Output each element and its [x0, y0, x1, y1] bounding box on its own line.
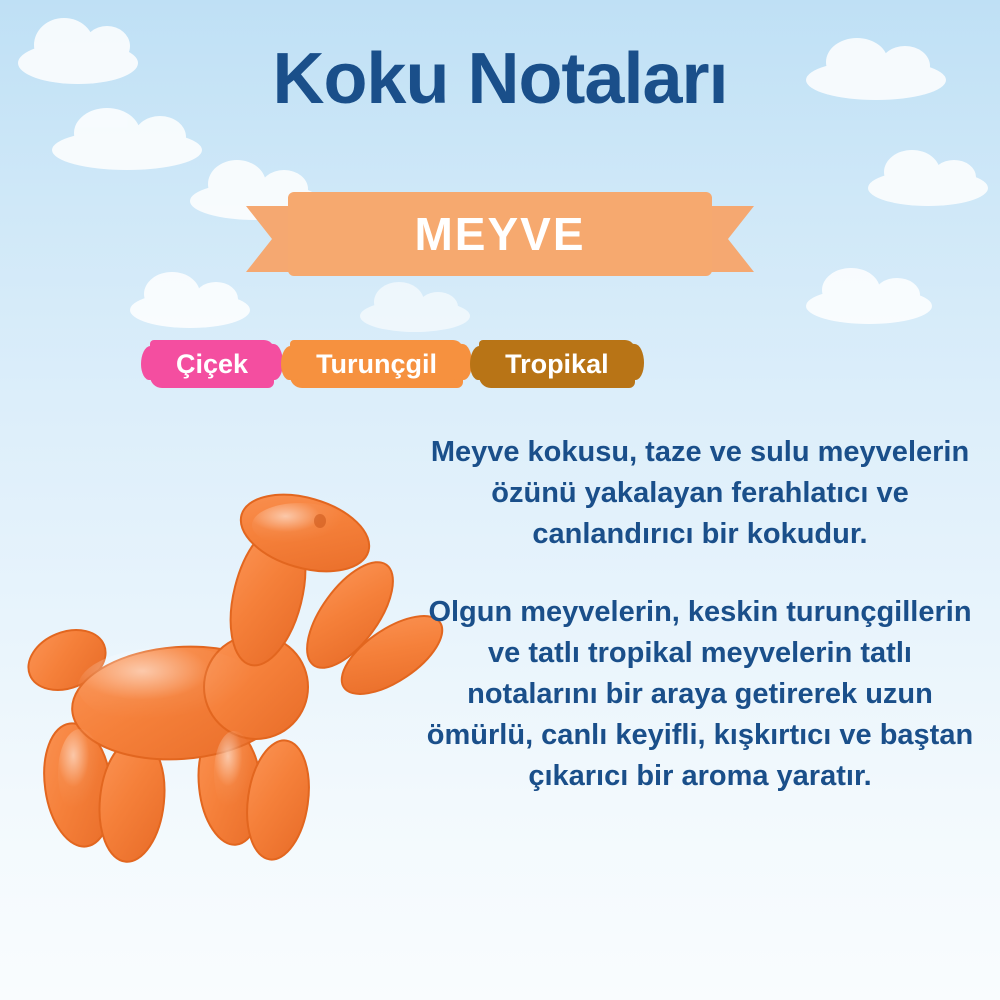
note-tag-tropikal [479, 340, 635, 388]
note-tag-label: Turunçgil [316, 348, 438, 379]
note-tag-label: Çiçek [176, 348, 249, 379]
category-banner [246, 192, 754, 284]
page-title: Koku Notaları [272, 39, 728, 119]
banner-label: MEYVE [414, 208, 586, 260]
description-paragraph-1: Meyve kokusu, taze ve sulu meyvelerin özünü yakalayan ferahlatıcı ve canlandırıcı bir kokudur. [430, 436, 970, 551]
note-tag-list [150, 340, 870, 388]
description-paragraph-2: Olgun meyvelerin, keskin turunçgillerin ve tatlı tropikal meyvelerin tatlı notalarını bir araya getirerek uzun ömürlü, canlı keyifli, kışkırtıcı ve baştan çıkarıcı bir aroma yaratır. [426, 595, 974, 793]
note-tag-cicek [150, 340, 274, 388]
cloud-icon [806, 288, 932, 324]
note-tag-turuncgil [290, 340, 463, 388]
cloud-icon [52, 130, 202, 170]
cloud-icon [360, 300, 470, 332]
description-block [420, 432, 980, 797]
cloud-icon [868, 170, 988, 206]
ribbon-body [288, 192, 712, 276]
cloud-icon [130, 292, 250, 328]
orange-balloon-dog-illustration [20, 455, 460, 895]
note-tag-label: Tropikal [505, 348, 609, 379]
